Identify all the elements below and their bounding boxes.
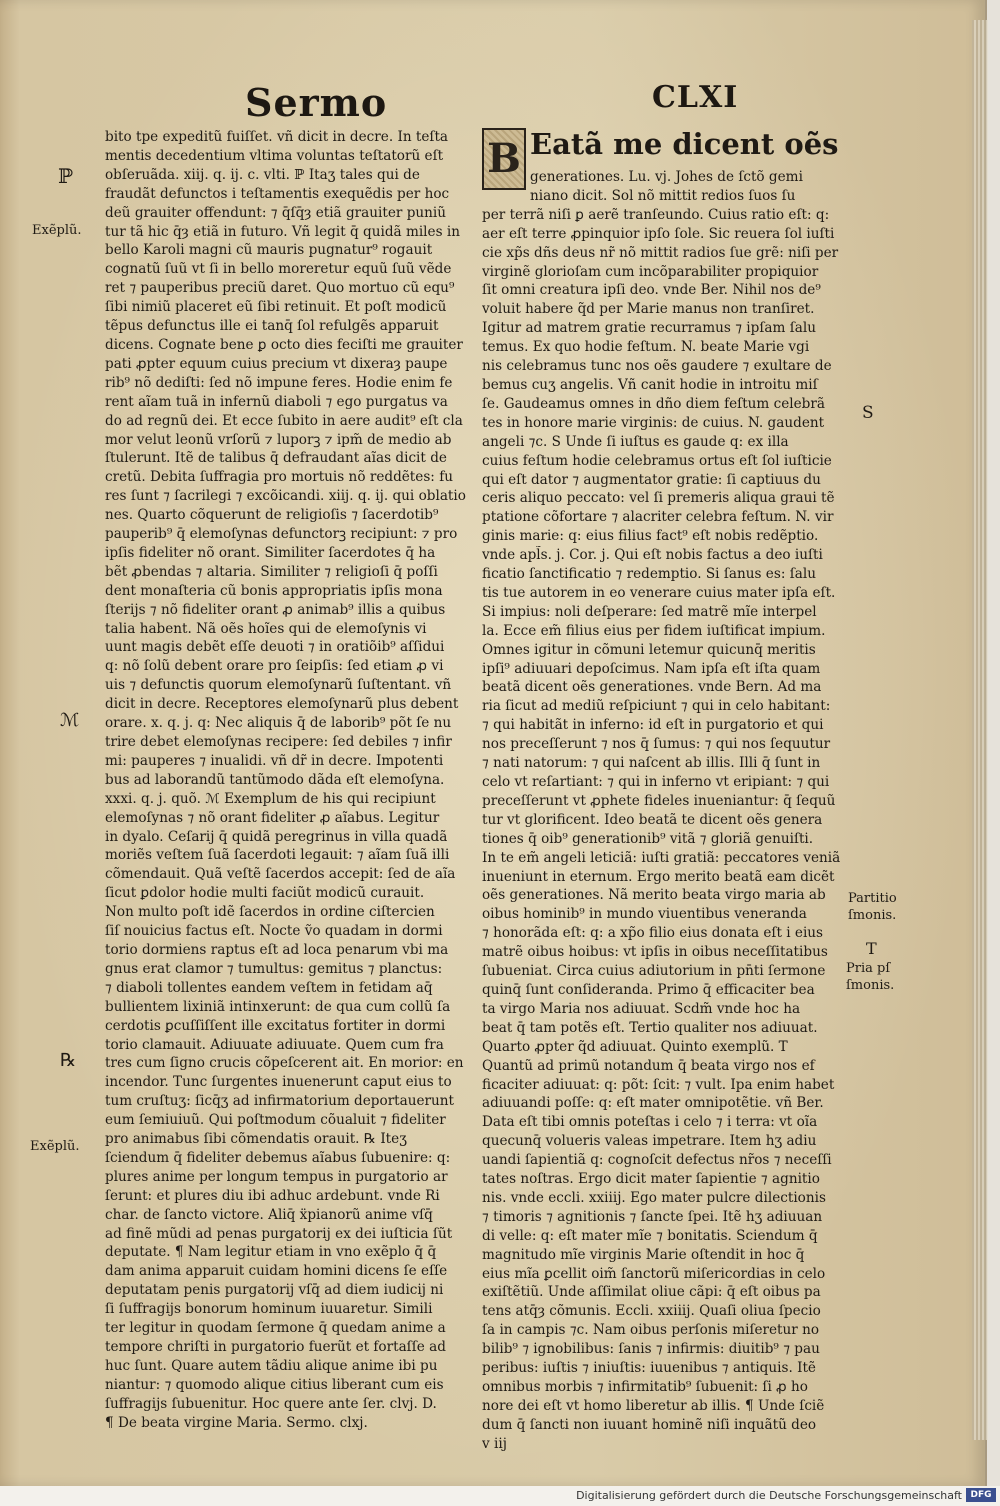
folio-number: CLXI: [652, 80, 739, 115]
text-line: elemoſynas ⁊ nõ orant fideliter ꝓ aĩabus. Legitur: [105, 809, 440, 826]
text-line: eius mĩa ꝑcellit oim̃ ſanctorũ miſericordias in celo: [482, 1265, 826, 1282]
text-line: bello Karoli magni cũ mauris pugnatur⁹ rogauit: [105, 242, 433, 259]
text-line: ficaciter adiuuat: q: põt: ſcit: ⁊ vult. Ipa enim habet: [482, 1076, 835, 1093]
left-column: [105, 128, 468, 1433]
text-line: fraudãt defunctos i teſtamentis exequẽdis per hoc: [105, 185, 450, 202]
text-line: uunt magis debẽt eſſe deuoti ⁊ in oratiõib⁹ aſſidui: [105, 639, 445, 656]
margin-note-exemplum: Exẽplũ.: [32, 223, 82, 238]
text-line: ſiſ nouicius factus eſt. Nocte ṽo quadam in dormi: [105, 923, 443, 940]
text-line: oẽs generationes. Nã merito beata virgo maria ab: [482, 887, 826, 904]
text-line: obſeruãda. xiij. q. ij. c. vlti. ℙ Itaʒ tales qui de: [105, 166, 420, 183]
text-line: dicens. Cognate bene ꝑ octo dies feciſti me grauiter: [105, 336, 463, 353]
text-line: Non multo poſt idẽ ſacerdos in ordine ciſtercien: [105, 904, 435, 921]
text-line: dent monaſteria cũ bonis appropriatis ipſis mona: [105, 582, 443, 599]
text-line: rib⁹ nõ dediſti: ſed nõ impune feres. Hodie enim fe: [105, 374, 453, 391]
text-line: nis celebramus tunc nos oẽs gaudere ⁊ exultare de: [482, 358, 832, 375]
text-line: ⁊ qui habitãt in inferno: id eſt in purgatorio et qui: [482, 717, 824, 734]
text-line: In te em̃ angeli leticiã: iuſti gratiã: peccatores veniã: [482, 849, 841, 866]
text-line: ſuffragijs ſubuenitur. Hoc quere ante ſer. clvj. D.: [105, 1395, 437, 1412]
text-line: ſerunt: et plures diu ibi adhuc ardebunt. vnde Ri: [105, 1187, 440, 1204]
text-line: ad finẽ mũdi ad penas purgatorij ex dei iuſticia ſũt: [105, 1225, 453, 1242]
text-line: niantur: ⁊ quomodo alique citius liberant cum eis: [105, 1376, 444, 1393]
text-line: deputate. ¶ Nam legitur etiam in vno exẽplo q̄ q̄: [105, 1244, 437, 1261]
text-line: tes in honore marie virginis: de cuius. N. gaudent: [482, 414, 825, 431]
text-line: ceris aliquo peccato: vel ſi premeris aliqua graui tẽ: [482, 490, 835, 507]
text-line: dum q̄ ſancti non iuuant hominẽ niſi inquãtũ deo: [482, 1416, 817, 1433]
text-line: ſi ſuffragijs bonorum hominum iuuaretur. Simili: [105, 1301, 433, 1318]
text-line: celo vt reſartiant: ⁊ qui in inferno vt eripiant: ⁊ qui: [482, 774, 830, 790]
margin-note-prima: Pria pſ ſmonis.: [846, 961, 895, 993]
text-line: beatã dicent oẽs generationes. vnde Bern. Ad ma: [482, 679, 822, 696]
dfg-logo: DFG: [966, 1488, 996, 1502]
text-line: tempore chriſti in purgatorio fuerũt et fortaſſe ad: [105, 1339, 446, 1355]
text-line: quinq̄ ſunt conſideranda. Primo q̄ efficaciter bea: [482, 981, 815, 998]
text-line: nis. vnde eccli. xxiiij. Ego mater pulcre dilectionis: [482, 1189, 826, 1206]
margin-note-p: ℙ: [58, 164, 74, 188]
text-line: tiones q̄ oib⁹ generationib⁹ vitã ⁊ gloriã genuiſti.: [482, 830, 814, 847]
text-line: xxxi. q. j. quõ. ℳ Exemplum de his qui recipiunt: [105, 790, 436, 807]
text-line: talia habent. Nã oẽs hoĩes qui de elemoſynis vi: [105, 620, 427, 637]
text-line: huc ſunt. Quare autem tãdiu alique anime ibi pu: [105, 1357, 438, 1374]
text-line: pati ꝓpter equum cuius precium vt dixeraȝ paupe: [105, 355, 448, 372]
text-line: tur vt glorificent. Ideo beatã te dicent oẽs genera: [482, 811, 823, 828]
text-line: cretũ. Debita ſuffragia pro mortuis nõ reddẽtes: fu: [105, 469, 453, 486]
text-line: cerdotis ꝑcuſſiſſent ille excitatus fortiter in dormi: [105, 1017, 446, 1034]
text-line: peribus: iuſtis ⁊ iniuſtis: iuuenibus ⁊ antiquis. Itẽ: [482, 1360, 816, 1377]
decorated-initial: B: [482, 128, 526, 190]
text-line: ¶ De beata virgine Maria. Sermo. clxj.: [105, 1414, 368, 1431]
margin-note-r: ℞: [60, 1050, 77, 1071]
text-line: cie xp̃s dñs deus nr̃ nõ mittit radios ſue grẽ: niſi per: [482, 244, 839, 261]
text-line: gnus erat clamor ⁊ tumultus: gemitus ⁊ planctus:: [105, 960, 443, 977]
margin-note-partitio: Partitio ſmonis.: [848, 891, 897, 923]
text-line: bullientem lixiniã intinxerunt: de qua cum collũ ſa: [105, 998, 451, 1015]
text-line: nes. Quarto cõquerunt de religioſis ⁊ ſacerdotib⁹: [105, 507, 439, 524]
running-head-left: Sermo: [245, 80, 388, 125]
text-line: ſciendum q̄ fideliter debemus aĩabus ſubuenire: q:: [105, 1149, 451, 1166]
text-line: mor velut leonũ vrſorũ ⁊ luporꝫ ⁊ ipm̃ de medio ab: [105, 431, 452, 448]
margin-note-m: ℳ: [60, 710, 80, 731]
text-line: la. Ecce em̃ filius eius per fidem iuſtificat impium.: [482, 622, 826, 639]
text-line: angeli ⁊c. S Unde ſi iuſtus es gaude q: ex illa: [482, 433, 789, 450]
text-line: ipſis fideliter nõ orant. Similiter ſacerdotes q̄ ha: [105, 544, 436, 561]
text-line: ta virgo Maria nos adiuuat. Scdm̃ vnde hoc ha: [482, 1000, 801, 1017]
text-line: bito tpe expeditũ fuiſſet. vñ dicit in decre. In teſta: [105, 129, 449, 145]
text-line: ficatio ſanctificatio ⁊ redemptio. Si ſanus es: ſalu: [482, 566, 816, 583]
text-line: do ad regnũ dei. Et ecce ſubito in aere audit⁹ eſt cla: [105, 412, 463, 429]
text-line: plures anime per longum tempus in purgatorio ar: [105, 1168, 448, 1185]
text-line: quecunq̄ volueris valeas impetrare. Item hʒ adiu: [482, 1133, 817, 1150]
text-line: cõmendauit. Quã veſtẽ ſacerdos accepit: ſed de aĩa: [105, 866, 456, 883]
text-line: tur tã hic q̄ȝ etiã in futuro. Vñ legit q̄ quidã miles in: [105, 223, 460, 240]
margin-note-t: T: [866, 939, 877, 958]
text-line: ſa in campis ⁊c. Nam oibus perſonis miſeretur no: [482, 1322, 820, 1339]
text-line: uandi ſapientiã q: cognoſcit defectus nr̃os ⁊ neceſſi: [482, 1152, 832, 1169]
text-line: Omnes igitur in cõmuni letemur quicunq̄ meritis: [482, 641, 816, 658]
text-line: Quantũ ad primũ notandum q̄ beata virgo nos ef: [482, 1057, 815, 1074]
text-line: ſterijs ⁊ nõ fideliter orant ꝓ animab⁹ illis a quibus: [105, 601, 446, 618]
text-line: beat q̄ tam potẽs eſt. Tertio qualiter nos adiuuat.: [482, 1019, 818, 1036]
text-line: torio clamauit. Adiuuate adiuuate. Quem cum fra: [105, 1036, 444, 1053]
text-line: tẽpus defunctus ille ei tanq̄ ſol refulgẽs apparuit: [105, 318, 439, 335]
footer-bar: [0, 1486, 1000, 1506]
text-line: dicit in decre. Receptores elemoſynarũ plus debent: [105, 696, 459, 713]
right-column: [482, 128, 844, 1454]
text-line: di velle: q: eſt mater mĩe ⁊ bonitatis. Sciendum q̄: [482, 1227, 818, 1244]
text-line: ipſi⁹ adiuuari depoſcimus. Nam ipſa eſt iſta quam: [482, 660, 821, 677]
incipit-text: Eatã me dicent oẽs: [530, 127, 839, 161]
text-line: per terrã niſi ꝑ aerẽ tranſeundo. Cuius ratio eſt: q:: [482, 206, 830, 223]
text-line: exiſtẽtiũ. Unde aſſimilat oliue cãpi: q̄ eſt oibus pa: [482, 1284, 821, 1301]
text-line: cognatũ ſuũ vt ſi in bello moreretur equũ ſuũ vẽde: [105, 261, 452, 278]
text-line: Data eſt tibi omnis poteſtas i celo ⁊ i terra: vt oĩa: [482, 1114, 818, 1131]
text-line: ſit omni creatura ipſi deo. vnde Ber. Nihil nos de⁹: [482, 282, 821, 299]
text-line: preceſſerunt vt ꝓphete fideles inueniantur: q̄ ſequũ: [482, 792, 836, 809]
text-line: moriẽs veſtem ſuã ſacerdoti legauit: ⁊ aĩam ſuã illi: [105, 847, 450, 864]
text-line: incendor. Tunc ſurgentes inuenerunt caput eius to: [105, 1074, 452, 1091]
text-line: virginẽ glorioſam cum incõparabiliter propiquior: [482, 263, 819, 280]
margin-note-exemplum: Exẽplũ.: [30, 1139, 80, 1154]
text-line: ria ſicut ad mediũ reſpiciunt ⁊ qui in celo habitant:: [482, 698, 831, 715]
text-line: temus. Ex quo hodie feſtum. N. beate Marie vgi: [482, 339, 810, 356]
text-line: ⁊ nati natorum: ⁊ qui naſcent ab illis. Illi q̄ ſunt in: [482, 755, 821, 772]
text-line: pauperib⁹ q̄ elemoſynas defunctorꝫ recipiunt: ⁊ pro: [105, 526, 458, 543]
text-line: ſicut ꝑdolor hodie multi faciũt modicũ curauit.: [105, 885, 425, 902]
text-line: Quarto ꝓpter q̃d adiuuat. Quinto exemplũ. T: [482, 1038, 788, 1055]
text-line: v iij: [482, 1435, 507, 1452]
text-line: nos preceſſerunt ⁊ nos q̄ ſumus: ⁊ qui nos ſequutur: [482, 736, 831, 753]
text-line: bẽt ꝓbendas ⁊ altaria. Similiter ⁊ religioſi q̄ poſſi: [105, 563, 438, 580]
text-line: ter legitur in quodam ſermone q̄ quedam anime a: [105, 1320, 446, 1337]
text-line: ret ⁊ pauperibus preciũ daret. Quo mortuo cũ equ⁹: [105, 280, 455, 297]
text-line: ſtulerunt. Itẽ de talibus q̄ defraudant aĩas dicit de: [105, 450, 447, 467]
text-line: nore dei eſt vt homo liberetur ab illis. ¶ Unde ſciẽ: [482, 1397, 825, 1414]
text-line: trire debet elemoſynas recipere: ſed debiles ⁊ infir: [105, 734, 452, 750]
text-line: char. de ſancto victore. Aliq̄ ẍpianorũ anime vſq̄: [105, 1206, 433, 1223]
text-line: ⁊ honorãda eſt: q: a xp̃o filio eius donata eſt i eius: [482, 925, 824, 942]
text-line: deputatam penis purgatorij vſq̄ ad diem iudicij ni: [105, 1282, 444, 1299]
text-line: tres cum ſigno crucis cõpeſcerent ait. En morior: en: [105, 1055, 464, 1072]
text-line: mi: pauperes ⁊ inualidi. vñ dr̃ in decre. Impotenti: [105, 752, 444, 769]
text-line: ptatione cõfortare ⁊ alacriter celebra feſtum. N. vir: [482, 509, 834, 526]
text-line: adiuuandi poſſe: q: eſt mater omnipotẽtie. vñ Ber.: [482, 1095, 824, 1112]
text-line: voluit habere q̃d per Marie manus non tranſiret.: [482, 301, 815, 318]
text-line: ⁊ timoris ⁊ agnitionis ⁊ ſancte ſpei. Itẽ hʒ adiuuan: [482, 1208, 823, 1225]
text-line: Si impius: noli deſperare: ſed matrẽ mĩe interpel: [482, 603, 817, 620]
text-line: cuius feſtum hodie celebramus ortus eſt ſol iuſticie: [482, 452, 832, 469]
text-line: matrẽ oibus hoibus: vt ipſis in oibus neceſſitatibus: [482, 944, 828, 961]
text-line: res ſunt ⁊ ſacrilegi ⁊ excõicandi. xiij. q. ij. qui oblatio: [105, 488, 466, 505]
text-line: qui eſt dator ⁊ augmentator gratie: ſi captiuus du: [482, 471, 821, 488]
text-line: eum ſemiuiuũ. Qui poſtmodum cõualuit ⁊ fideliter: [105, 1112, 446, 1129]
page-edge: [972, 20, 988, 1440]
text-line: Igitur ad matrem gratie recurramus ⁊ ipſam ſalu: [482, 320, 816, 337]
text-line: aer eſt terre ꝓpinquior ipſo ſole. Sic reuera ſol iuſti: [482, 225, 835, 242]
text-line: dam anima apparuit cuidam homini dicens ſe eſſe: [105, 1263, 448, 1280]
text-line: mentis decedentium vltima voluntas teſtatorũ eſt: [105, 147, 444, 164]
text-line: in dyalo. Ceſarij q̄ quidã peregrinus in villa quadã: [105, 828, 448, 845]
margin-note-s: S: [862, 403, 874, 423]
funding-note: Digitalisierung gefördert durch die Deutsche Forschungsgemeinschaft: [576, 1489, 962, 1502]
text-line: magnitudo mĩe virginis Marie oſtendit in hoc q̄: [482, 1246, 805, 1263]
text-line: inueniunt in eternum. Ergo merito beatã eam dicẽt: [482, 868, 835, 885]
text-line: ginis marie: q: eius filius fact⁹ eſt nobis redẽptio.: [482, 528, 819, 545]
text-line: ⁊ diaboli tollentes eandem veſtem in fetidam aq̄: [105, 979, 433, 996]
text-line: vnde apl̃s. j. Cor. j. Qui eſt nobis factus a deo iuſti: [482, 547, 823, 564]
text-line: niano dicit. Sol nõ mittit redios ſuos ſu: [530, 187, 796, 204]
text-line: tens atq̄ȝ cõmunis. Eccli. xxiiij. Quaſi oliua ſpecio: [482, 1303, 821, 1320]
text-line: ſe. Gaudeamus omnes in dño diem feſtum celebrã: [482, 395, 825, 412]
text-line: torio dormiens raptus eſt ad loca penarum vbi ma: [105, 941, 449, 958]
text-line: bus ad laborandũ tantũmodo dãda eſt elemoſyna.: [105, 771, 445, 788]
text-line: deũ grauiter offendunt: ⁊ q̄ſq̄ȝ etiã grauiter puniũ: [105, 204, 447, 221]
text-line: rent aĩam tuã in infernũ diaboli ⁊ ego purgatus va: [105, 393, 448, 410]
text-line: tis tue autorem in eo venerare cuius mater ipſa eſt.: [482, 584, 836, 601]
text-line: omnibus morbis ⁊ infirmitatib⁹ ſubuenit: ſi ꝓ ho: [482, 1379, 808, 1395]
text-line: bilib⁹ ⁊ ignobilibus: ſanis ⁊ infirmis: diuitib⁹ ⁊ pau: [482, 1341, 820, 1358]
text-line: ſibi nimiũ placeret eũ ſibi retinuit. Et poſt modicũ: [105, 299, 447, 316]
text-line: ſubueniat. Circa cuius adiutorium in pn̄ti ſermone: [482, 963, 826, 980]
text-line: pro animabus ſibi cõmendatis orauit. ℞ Iteʒ: [105, 1131, 407, 1148]
text-line: tates noſtras. Ergo dicit mater ſapientie ⁊ agnitio: [482, 1171, 820, 1188]
text-line: oibus hominib⁹ in mundo viuentibus veneranda: [482, 906, 807, 923]
text-line: tum cruſtuʒ: ſicq̄ʒ ad infirmatorium deportauerunt: [105, 1093, 455, 1110]
text-line: bemus cuʒ angelis. Vñ canit hodie in introitu miſ: [482, 376, 818, 393]
text-line: q: nõ ſolũ debent orare pro ſeipſis: ſed etiam ꝓ vi: [105, 658, 444, 675]
text-line: orare. x. q. j. q: Nec aliquis q̄ de laborib⁹ põt ſe nu: [105, 715, 452, 732]
text-line: uis ⁊ defunctis quorum elemoſynarũ ſuſtentant. vñ: [105, 677, 452, 694]
text-line: generationes. Lu. vj. Johes de ſctõ gemi: [530, 169, 803, 185]
